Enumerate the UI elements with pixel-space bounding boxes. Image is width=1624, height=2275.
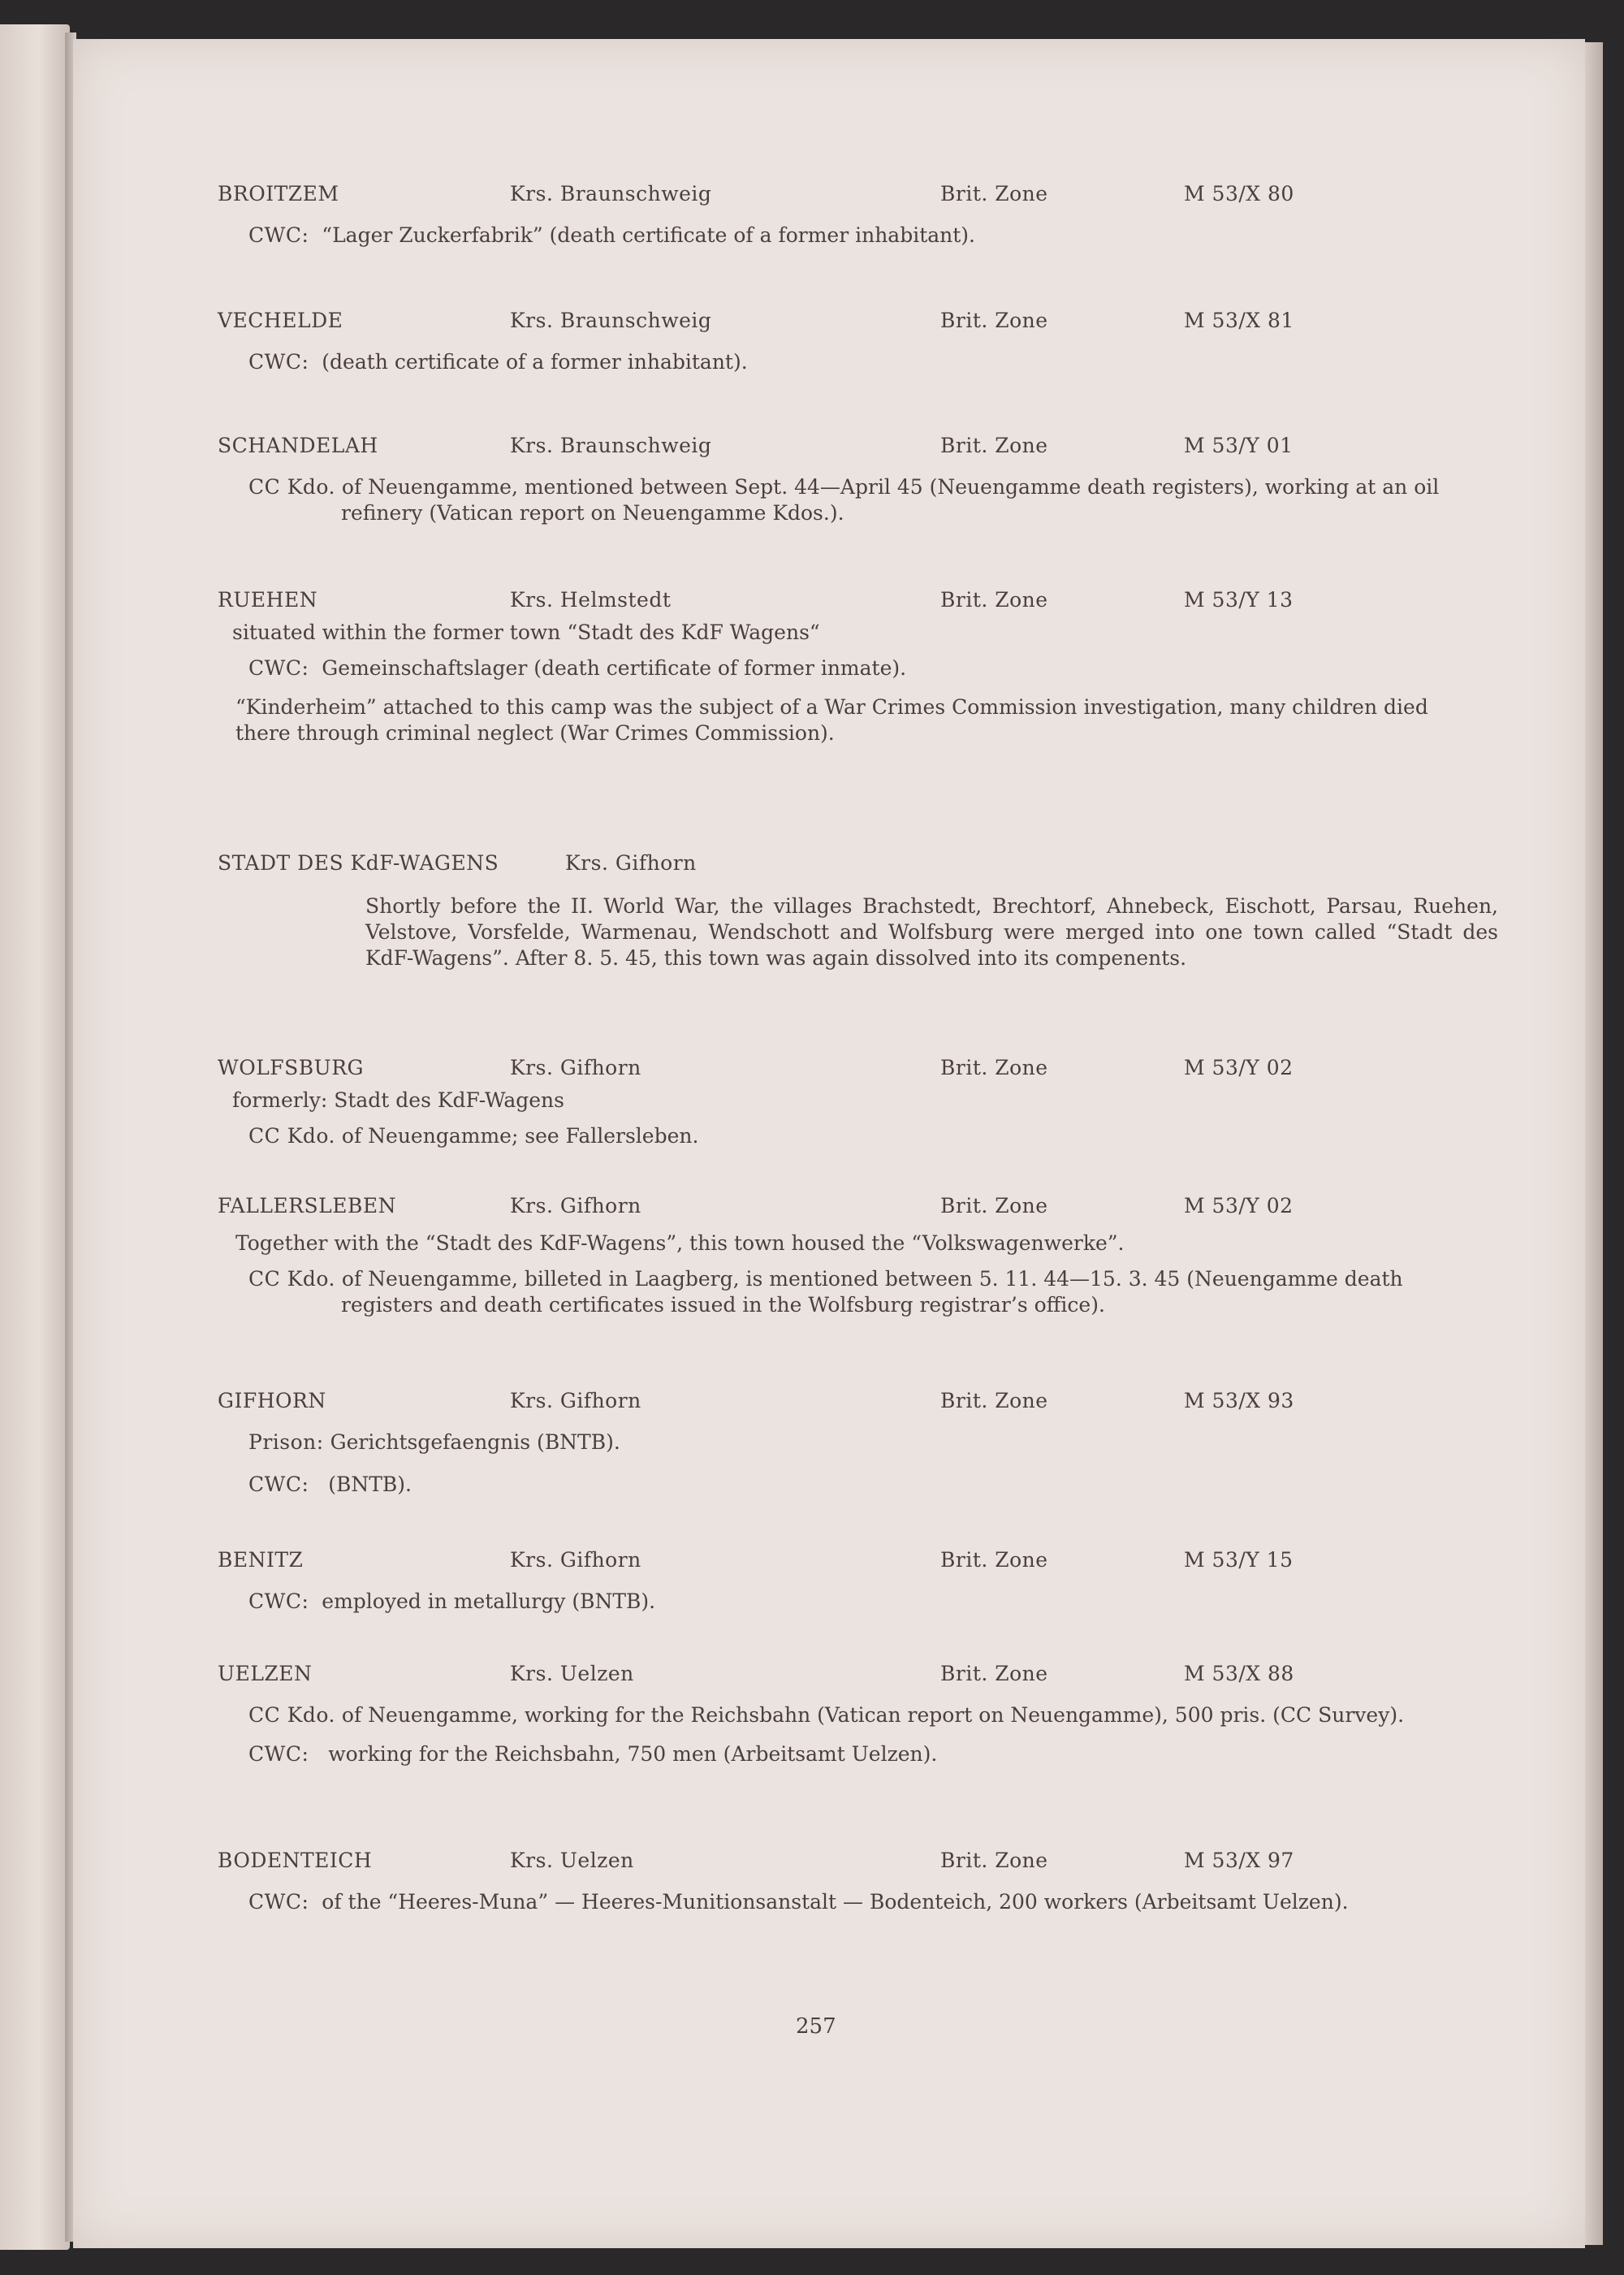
entry-line [73,1589,1470,1615]
entry-uelzen [73,1662,1585,1767]
entry-note: situated within the former town “Stadt des KdF Wagens“ [232,621,820,644]
entry-header [73,588,1585,616]
district: Krs. Uelzen [510,1849,634,1872]
line-label: CWC: [248,1589,309,1613]
line-text: Gerichtsgefaengnis (BNTB). [330,1430,620,1454]
district: Krs. Gifhorn [510,1056,641,1079]
entry-wolfsburg [73,1056,1585,1149]
entry-broitzem [73,182,1585,249]
line-label: CWC: [248,223,309,247]
map-ref: M 53/Y 13 [1184,588,1294,612]
line-text: of the “Heeres-Muna” — Heeres-Munitionsanstalt — Bodenteich, 200 workers (Arbeitsamt Uelzen). [322,1890,1349,1914]
line-text: “Lager Zuckerfabrik” (death certificate of a former inhabitant). [322,223,975,247]
zone: Brit. Zone [940,588,1048,612]
entry-line [73,655,1470,681]
place-name: BENITZ [218,1548,304,1572]
zone: Brit. Zone [940,1662,1048,1685]
map-ref: M 53/Y 02 [1184,1056,1294,1079]
map-ref: M 53/Y 02 [1184,1194,1294,1218]
place-name: BODENTEICH [218,1849,373,1872]
entry-note: Together with the “Stadt des KdF-Wagens”, this town housed the “Volkswagenwerke”. [235,1231,1125,1255]
zone: Brit. Zone [940,1548,1048,1572]
book-page [73,39,1585,2248]
district: Krs. Gifhorn [510,1389,641,1412]
entry-line [73,223,1470,249]
entry-vechelde [73,309,1585,375]
place-name: GIFHORN [218,1389,326,1412]
entry-gifhorn [73,1389,1585,1498]
line-text: employed in metallurgy (BNTB). [322,1589,656,1613]
line-label: CWC: [248,350,309,374]
place-name: SCHANDELAH [218,434,378,457]
page-content [73,39,1585,2248]
entry-header [73,1389,1585,1421]
line-label: Prison: [248,1430,324,1454]
entry-header [73,1194,1585,1226]
line-text: of Neuengamme, billeted in Laagberg, is mentioned between 5. 11. 44—15. 3. 45 (Neuengamme death registers and death certificates issued in the Wolfsburg registrar’s office). [341,1267,1403,1317]
entry-line [73,474,1470,526]
line-label: CC Kdo. [248,1124,335,1148]
entry-ruehen [73,588,1585,746]
page-number: 257 [796,2014,836,2039]
district: Krs. Braunschweig [510,434,712,457]
zone: Brit. Zone [940,1056,1048,1079]
zone: Brit. Zone [940,309,1048,332]
line-label: CWC: [248,1742,309,1766]
entry-fallersleben [73,1194,1585,1318]
entry-header [73,1662,1585,1694]
map-ref: M 53/X 93 [1184,1389,1294,1412]
line-text: (BNTB). [328,1473,412,1496]
entry-benitz [73,1548,1585,1615]
line-label: CC Kdo. [248,475,335,499]
entry-header [73,1849,1585,1881]
zone: Brit. Zone [940,1194,1048,1218]
map-ref: M 53/X 97 [1184,1849,1294,1872]
zone: Brit. Zone [940,182,1048,205]
entry-bodenteich [73,1849,1585,1915]
facing-page-edge [0,24,70,2250]
district: Krs. Braunschweig [510,182,712,205]
district: Krs. Helmstedt [510,588,672,612]
place-name: VECHELDE [218,309,343,332]
line-text: of Neuengamme; see Fallersleben. [341,1124,699,1148]
map-ref: M 53/Y 15 [1184,1548,1294,1572]
entry-header [73,182,1585,214]
entry-line [73,1123,1470,1149]
map-ref: M 53/X 81 [1184,309,1294,332]
line-label: CWC: [248,1890,309,1914]
entry-line [73,1741,1470,1767]
entry-line [73,1702,1470,1728]
entry-line [73,1429,1470,1455]
entry-schandelah [73,434,1585,526]
place-name: BROITZEM [218,182,339,205]
zone: Brit. Zone [940,434,1048,457]
page-edge [1585,42,1603,2245]
district: Krs. Gifhorn [510,1548,641,1572]
line-label: CWC: [248,656,309,680]
entry-header [73,1056,1585,1083]
place-name: WOLFSBURG [218,1056,365,1079]
line-text: (death certificate of a former inhabitant). [322,350,748,374]
entry-header [73,1548,1585,1581]
zone: Brit. Zone [940,1849,1048,1872]
line-text: working for the Reichsbahn, 750 men (Arbeitsamt Uelzen). [328,1742,938,1766]
entry-header [73,434,1585,466]
entry-note: formerly: Stadt des KdF-Wagens [232,1088,564,1112]
entry-line [73,1266,1470,1318]
map-ref: M 53/Y 01 [1184,434,1294,457]
line-text: of Neuengamme, mentioned between Sept. 44—April 45 (Neuengamme death registers), working at an oil refinery (Vatican report on Neuengamme Kdos.). [341,475,1440,525]
place-name: UELZEN [218,1662,313,1685]
entry-stadt-des-kdf-wagens [73,851,1585,971]
district: Krs. Uelzen [510,1662,634,1685]
map-ref: M 53/X 88 [1184,1662,1294,1685]
entry-line [73,1472,1470,1498]
place-name: FALLERSLEBEN [218,1194,396,1218]
entry-header [73,851,1585,884]
district: Krs. Gifhorn [510,1194,641,1218]
line-label: CC Kdo. [248,1267,335,1291]
zone: Brit. Zone [940,1389,1048,1412]
district: Krs. Gifhorn [565,851,697,875]
entry-line [73,349,1470,375]
map-ref: M 53/X 80 [1184,182,1294,205]
entry-paragraph: “Kinderheim” attached to this camp was the subject of a War Crimes Commission investigation, many children died there through criminal neglect (War Crimes Commission). [235,695,1428,745]
district: Krs. Braunschweig [510,309,712,332]
entry-paragraph: Shortly before the II. World War, the villages Brachstedt, Brechtorf, Ahnebeck, Eischott, Parsau, Ruehen, Velstove, Vorsfelde, Warmenau, Wendschott and Wolfsburg were merged into one town called “Stadt des KdF-Wagens”. After 8. 5. 45, this town was again dissolved into its compenents. [365,894,1498,970]
line-label: CC Kdo. [248,1703,335,1727]
place-name: RUEHEN [218,588,318,612]
line-text: of Neuengamme, working for the Reichsbahn (Vatican report on Neuengamme), 500 pris. (CC Survey). [341,1703,1405,1727]
line-text: Gemeinschaftslager (death certificate of former inmate). [322,656,907,680]
line-label: CWC: [248,1473,309,1496]
entry-header [73,309,1585,341]
entry-line [73,1889,1470,1915]
place-name: STADT DES KdF-WAGENS [218,851,499,875]
